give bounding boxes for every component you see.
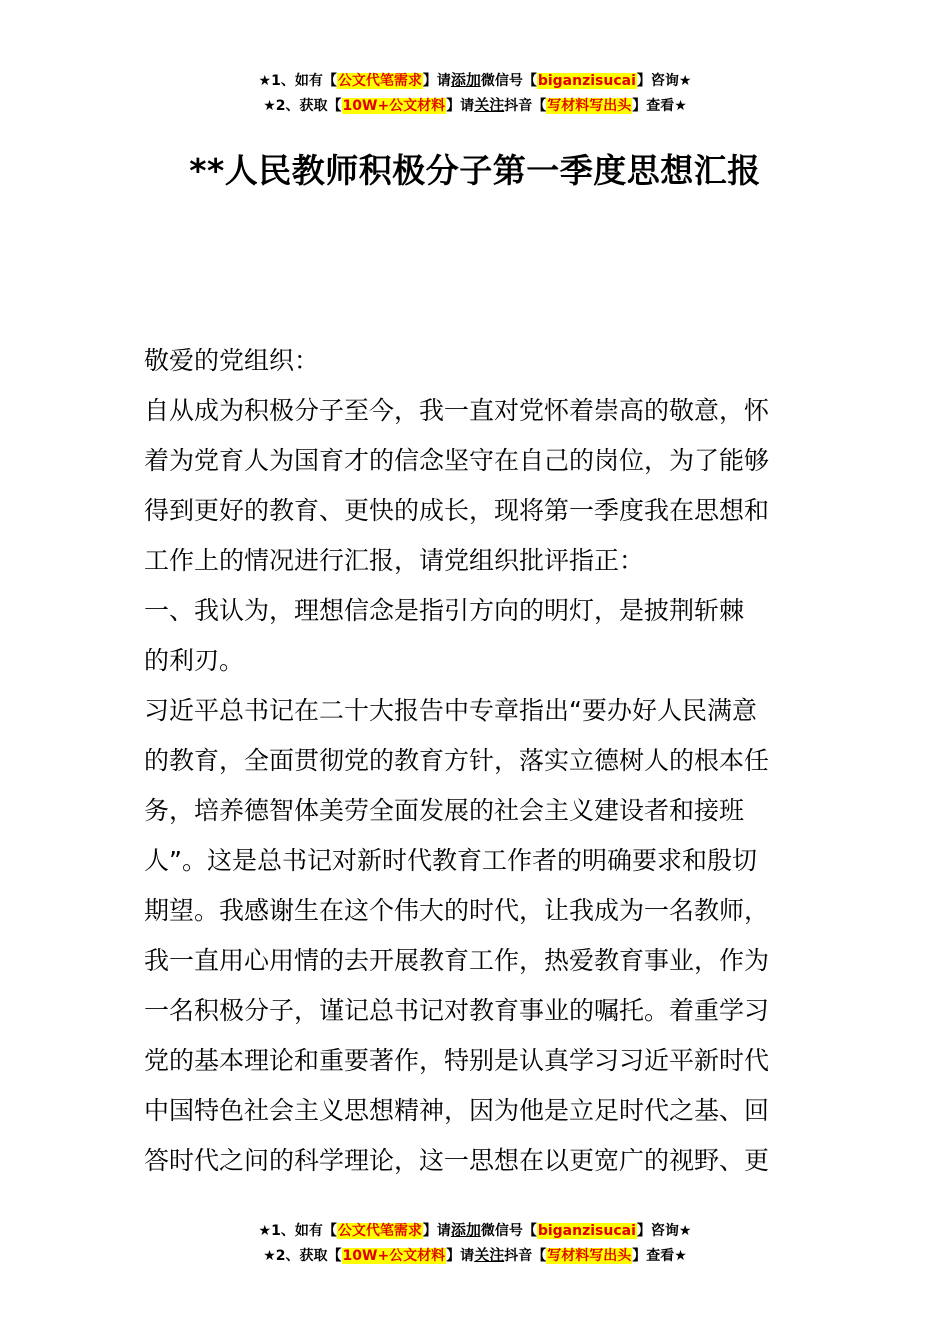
bottom-banner (0, 1218, 950, 1268)
banner-text: 抖音【 (504, 1248, 547, 1264)
underlined-add: 添加 (450, 1221, 481, 1239)
underlined-follow: 关注 (474, 1246, 505, 1264)
banner-line-2 (0, 1243, 950, 1268)
highlight-writing-service: 公文代笔需求 (337, 73, 422, 89)
body-line: 期望。我感谢生在这个伟大的时代，让我成为一名教师， (144, 896, 770, 925)
body-line: 得到更好的教育、更快的成长，现将第一季度我在思想和 (144, 496, 770, 525)
top-banner (0, 68, 950, 118)
banner-text: 抖音【 (504, 98, 547, 114)
salutation: 敬爱的党组织： (144, 346, 320, 375)
banner-text: 】咨询★ (636, 1223, 692, 1239)
body-line: 习近平总书记在二十大报告中专章指出“要办好人民满意 (144, 696, 757, 725)
banner-text: 】请 (422, 1223, 451, 1239)
highlight-wechat-id: biganzisucai (537, 73, 636, 89)
highlight-wechat-id: biganzisucai (537, 1223, 636, 1239)
banner-line-2 (0, 93, 950, 118)
body-line: 党的基本理论和重要著作，特别是认真学习习近平新时代 (144, 1046, 770, 1075)
body-line: 的教育，全面贯彻党的教育方针，落实立德树人的根本任 (144, 746, 770, 775)
banner-text: 】查看★ (632, 1248, 687, 1264)
highlight-douyin-account: 写材料写出头 (547, 1248, 632, 1264)
document-title: **人民教师积极分子第一季度思想汇报 (189, 151, 761, 190)
body-line: 务，培养德智体美劳全面发展的社会主义建设者和接班 (144, 796, 745, 825)
highlight-douyin-account: 写材料写出头 (547, 98, 632, 114)
banner-text: 微信号【 (480, 73, 537, 89)
underlined-follow: 关注 (474, 96, 505, 114)
body-line: 着为党育人为国育才的信念坚守在自己的岗位，为了能够 (144, 446, 770, 475)
banner-text: ★2、获取【 (263, 1248, 342, 1264)
banner-text: ★1、如有【 (258, 1223, 337, 1239)
body-line: 人”。这是总书记对新时代教育工作者的明确要求和殷切 (144, 846, 757, 875)
banner-text: 】请 (446, 1248, 475, 1264)
banner-text: 】查看★ (632, 98, 687, 114)
banner-text: 】请 (446, 98, 475, 114)
section-heading: 一、我认为，理想信念是指引方向的明灯，是披荆斩棘 (144, 596, 745, 625)
banner-text: 】请 (422, 73, 451, 89)
banner-text: ★2、获取【 (263, 98, 342, 114)
highlight-writing-service: 公文代笔需求 (337, 1223, 422, 1239)
banner-text: 】咨询★ (636, 73, 692, 89)
highlight-materials: 10W+公文材料 (342, 98, 446, 114)
banner-text: ★1、如有【 (258, 73, 337, 89)
banner-line-1 (0, 1218, 950, 1243)
body-line: 自从成为积极分子至今，我一直对党怀着崇高的敬意，怀 (144, 396, 770, 425)
body-line: 中国特色社会主义思想精神，因为他是立足时代之基、回 (144, 1096, 770, 1125)
body-line: 工作上的情况进行汇报，请党组织批评指正： (144, 546, 645, 575)
body-line: 我一直用心用情的去开展教育工作，热爱教育事业，作为 (144, 946, 770, 975)
body-line: 一名积极分子，谨记总书记对教育事业的嘱托。着重学习 (144, 996, 770, 1025)
section-heading: 的利刃。 (144, 646, 245, 675)
banner-line-1 (0, 68, 950, 93)
body-line: 答时代之问的科学理论，这一思想在以更宽广的视野、更 (144, 1146, 770, 1175)
document-body (144, 336, 806, 1186)
underlined-add: 添加 (450, 71, 481, 89)
banner-text: 微信号【 (480, 1223, 537, 1239)
highlight-materials: 10W+公文材料 (342, 1248, 446, 1264)
